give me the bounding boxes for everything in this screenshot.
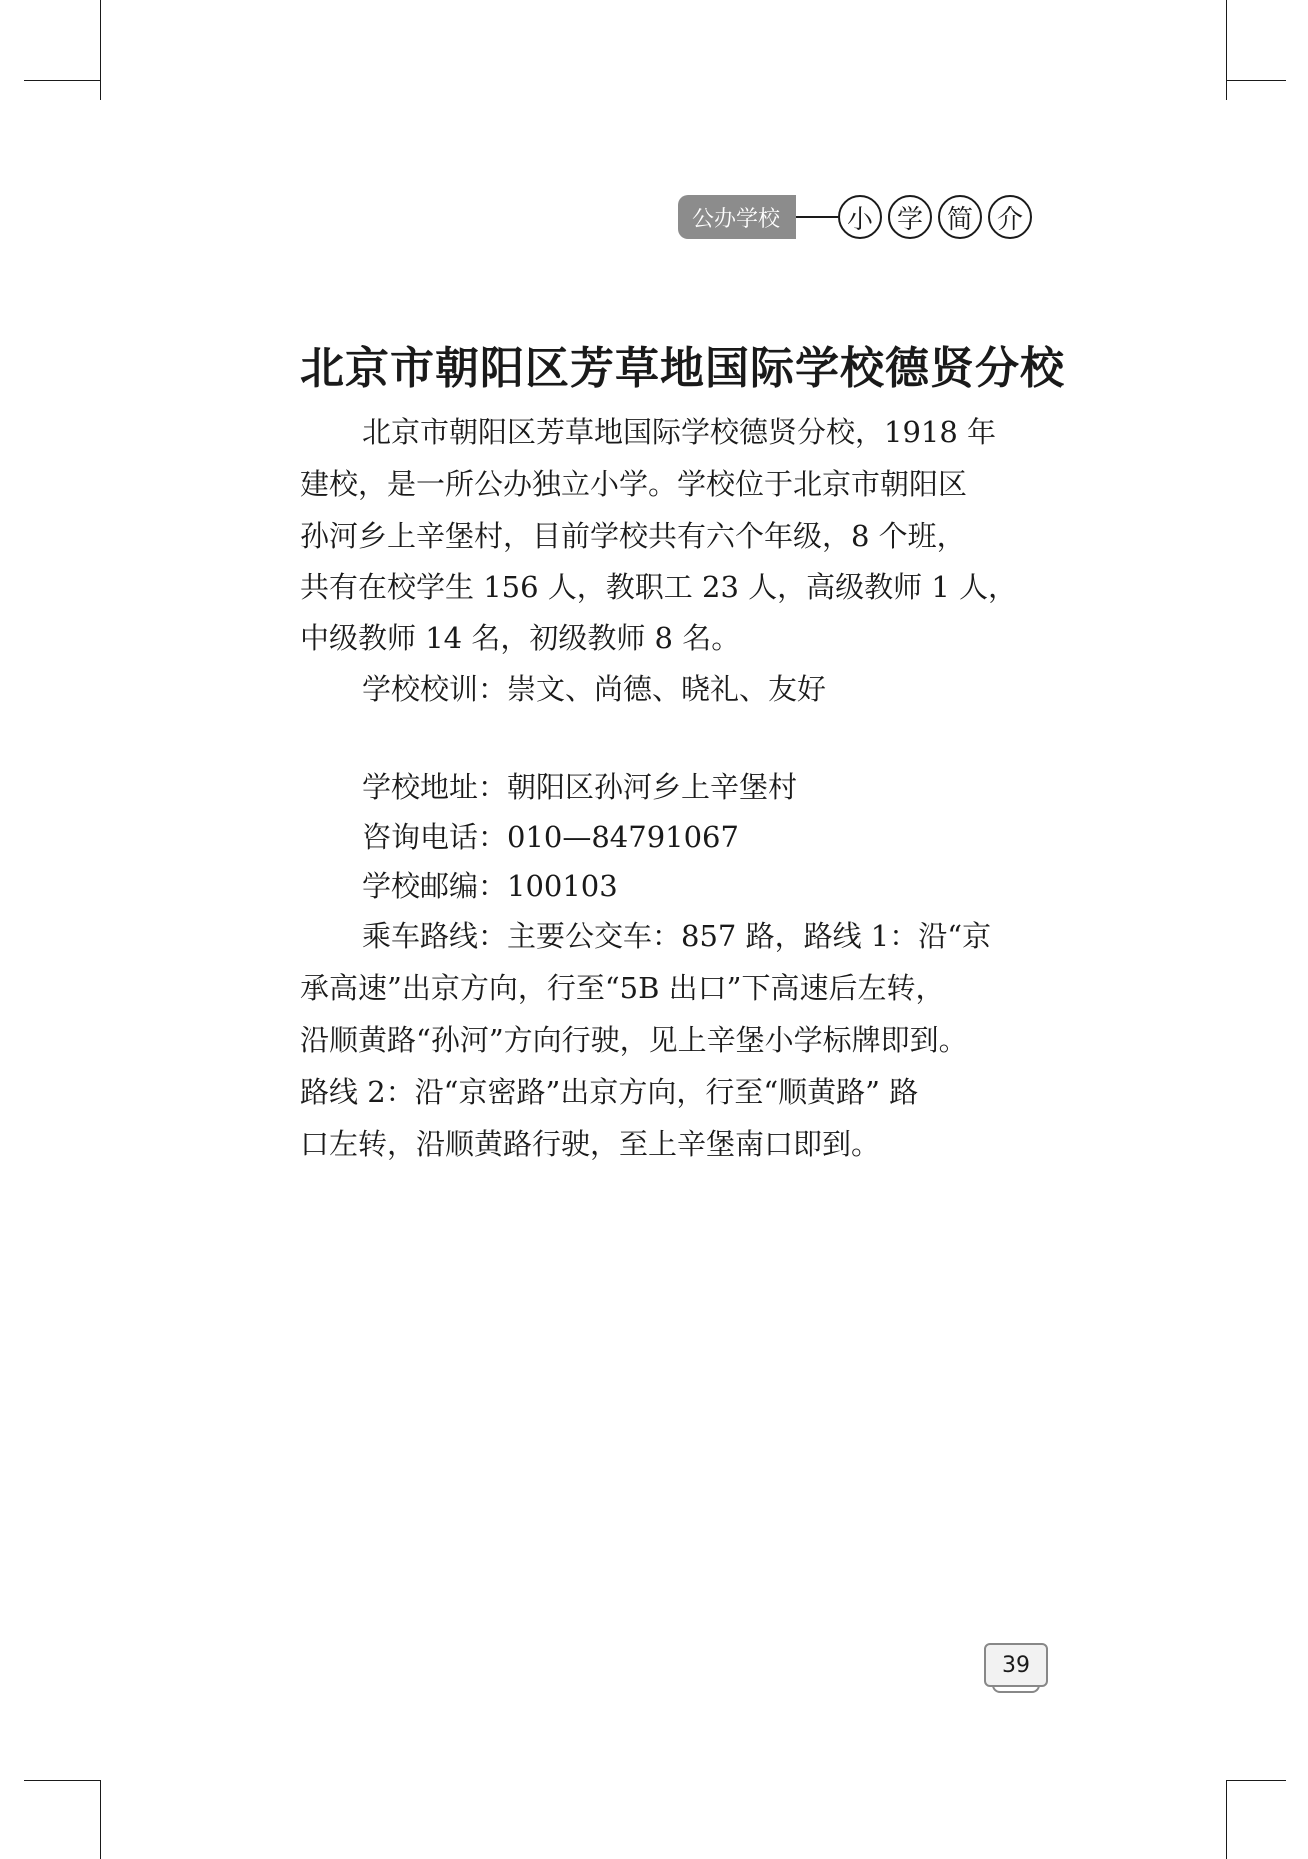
- body-line: 建校，是一所公办独立小学。学校位于北京市朝阳区: [300, 467, 968, 501]
- school-postcode: 学校邮编：100103: [362, 869, 618, 903]
- route-line: 承高速”出京方向，行至“5B 出口”下高速后左转，: [300, 971, 945, 1005]
- school-motto: 学校校训：崇文、尚德、晓礼、友好: [362, 672, 827, 706]
- header-connector-line: [796, 216, 838, 218]
- body-line: 共有在校学生 156 人，教职工 23 人，高级教师 1 人，: [300, 570, 1018, 604]
- crop-mark: [1226, 80, 1286, 81]
- route-line: 乘车路线：主要公交车：857 路，路线 1：沿“京: [362, 919, 992, 953]
- page-number: 39: [984, 1643, 1048, 1687]
- route-line: 口左转，沿顺黄路行驶，至上辛堡南口即到。: [300, 1127, 881, 1161]
- crop-mark: [24, 1780, 100, 1781]
- header-circle-char: 学: [888, 195, 932, 239]
- section-tag: 公办学校: [678, 195, 796, 239]
- school-address: 学校地址：朝阳区孙河乡上辛堡村: [362, 770, 798, 804]
- body-line: 中级教师 14 名，初级教师 8 名。: [300, 621, 741, 655]
- crop-mark: [1226, 1780, 1286, 1781]
- route-line: 路线 2：沿“京密路”出京方向，行至“顺黄路” 路: [300, 1075, 919, 1109]
- body-line: 孙河乡上辛堡村，目前学校共有六个年级，8 个班，: [300, 519, 966, 553]
- crop-mark: [1226, 1780, 1227, 1859]
- crop-mark: [100, 0, 101, 100]
- crop-mark: [1226, 0, 1227, 100]
- school-phone: 咨询电话：010—84791067: [362, 820, 739, 854]
- page-title: 北京市朝阳区芳草地国际学校德贤分校: [300, 343, 1065, 394]
- header-circle-char: 小: [838, 195, 882, 239]
- route-line: 沿顺黄路“孙河”方向行驶，见上辛堡小学标牌即到。: [300, 1023, 968, 1057]
- crop-mark: [100, 1780, 101, 1859]
- header-circle-char: 介: [988, 195, 1032, 239]
- crop-mark: [24, 80, 100, 81]
- header-circle-char: 简: [938, 195, 982, 239]
- running-header: [678, 192, 1038, 242]
- body-line: 北京市朝阳区芳草地国际学校德贤分校，1918 年: [362, 415, 997, 449]
